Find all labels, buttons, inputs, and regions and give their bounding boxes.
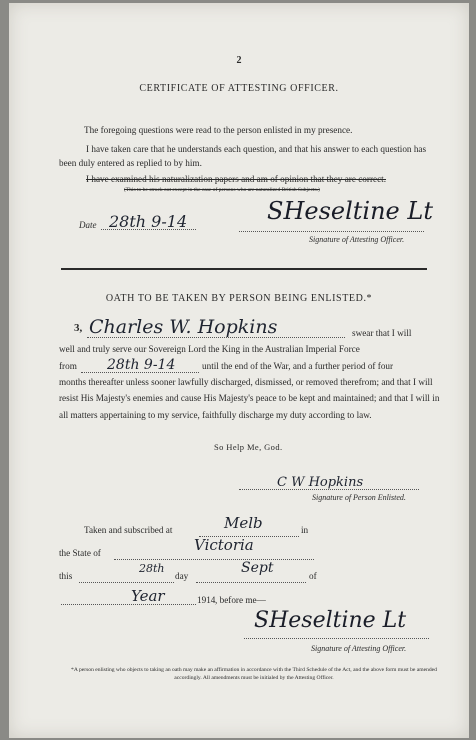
struck-note: (This to be struck out except in the case of persons who are naturalized British Subjects.) xyxy=(124,187,320,193)
of-label: of xyxy=(309,571,317,581)
in-label: in xyxy=(301,525,309,535)
footnote: *A person enlisting who objects to taking an oath may make an affirmation in accordance with the Third Schedule of the Act, and the above form must be amended accordingly. All amendments must be initialed by the Attesting Officer. xyxy=(71,667,437,681)
state-underline xyxy=(114,559,314,560)
taken-label: Taken and subscribed at xyxy=(84,525,173,535)
page-number: 2 xyxy=(236,55,242,66)
signature-line-1 xyxy=(239,231,424,232)
month-value: Sept xyxy=(241,560,274,576)
month-underline xyxy=(196,582,306,583)
signature-line-2 xyxy=(244,638,429,639)
day-underline xyxy=(79,582,174,583)
date-label: Date xyxy=(79,220,97,230)
day-label: day xyxy=(175,571,189,581)
oath-number: 3, xyxy=(74,322,83,334)
enlisted-label: Signature of Person Enlisted. xyxy=(312,493,406,502)
attesting-officer-label-1: Signature of Attesting Officer. xyxy=(309,235,405,244)
year-value: 1914 xyxy=(197,595,216,605)
enlisted-signature: C W Hopkins xyxy=(277,475,364,490)
swear-text: swear that I will xyxy=(352,328,412,338)
struck-naturalization-line: I have examined his naturalization papers and am of opinion that they are correct. xyxy=(86,174,387,184)
document-page xyxy=(9,3,469,738)
oath-line-3: until the end of the War, and a further period of four xyxy=(202,361,394,371)
day-value: 28th xyxy=(139,562,165,575)
attesting-officer-label-2: Signature of Attesting Officer. xyxy=(311,644,407,653)
oath-line-2: well and truly serve our Sovereign Lord the King in the Australian Imperial Force xyxy=(59,344,360,354)
from-date: 28th 9-14 xyxy=(107,357,176,373)
from-label: from xyxy=(59,361,77,371)
state-label: the State of xyxy=(59,548,101,558)
before-label: , before me— xyxy=(215,595,266,605)
certificate-line-1: The foregoing questions were read to the person enlisted in my presence. xyxy=(84,125,353,135)
certificate-line-2: I have taken care that he understands each question, and that his answer to each question has been duly entered as replied to by him. xyxy=(59,144,427,168)
place-value: Melb xyxy=(224,514,263,532)
year-underline xyxy=(61,604,196,605)
date-value: 28th 9-14 xyxy=(109,212,188,231)
enlisted-signature-line xyxy=(239,489,419,490)
certificate-title: CERTIFICATE OF ATTESTING OFFICER. xyxy=(139,83,339,94)
oath-title: OATH TO BE TAKEN BY PERSON BEING ENLISTED.* xyxy=(105,293,373,304)
state-value: Victoria xyxy=(194,536,254,554)
this-label: this xyxy=(59,571,73,581)
year-word: Year xyxy=(131,587,165,605)
attesting-officer-signature-1: SHeseltine Lt xyxy=(267,197,433,225)
section-divider xyxy=(61,268,427,270)
enlistee-name: Charles W. Hopkins xyxy=(89,316,278,338)
oath-closing: So Help Me, God. xyxy=(214,442,283,452)
oath-body: months thereafter unless sooner lawfully discharged, dismissed, or removed therefrom; and that I will resist His Majesty's enemies and cause His Majesty's peace to be kept and maintained; and that I will in all matters appertaining to my service, faithfully discharge my duty according to law. xyxy=(59,377,440,420)
attesting-officer-signature-2: SHeseltine Lt xyxy=(254,608,407,633)
